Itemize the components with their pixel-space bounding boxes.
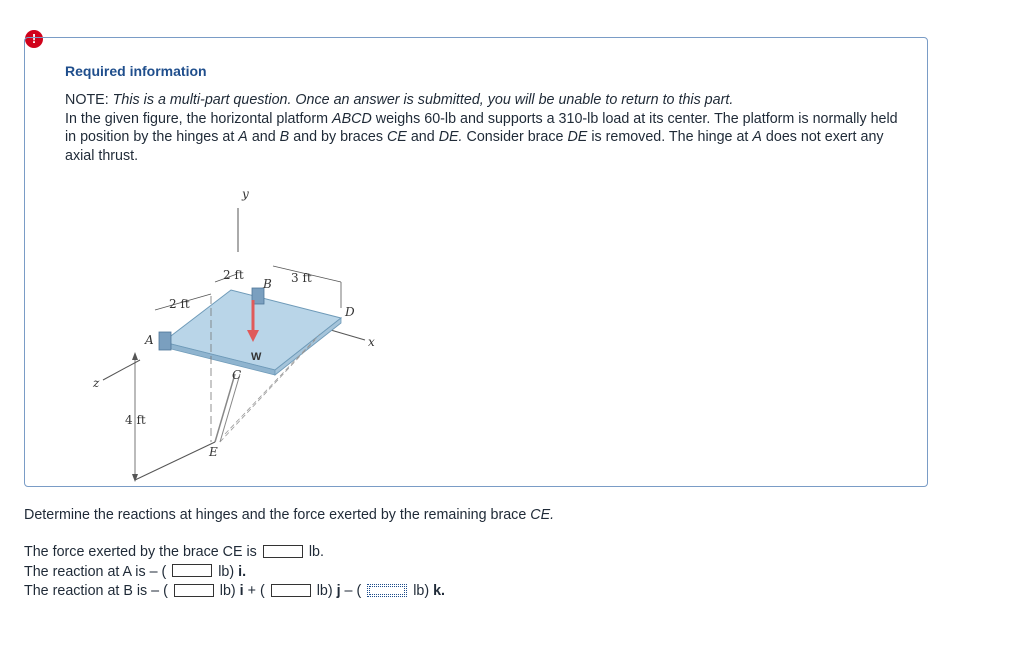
ground-line	[135, 442, 215, 480]
z-axis-label: z	[93, 376, 100, 390]
y-axis-label: y	[242, 187, 249, 201]
required-information-title: Required information	[65, 63, 207, 79]
brace-ce	[215, 374, 235, 442]
label-b: B	[263, 277, 272, 291]
reaction-b-i-input[interactable]	[174, 584, 214, 597]
platform-figure	[65, 184, 445, 484]
dim-4ft-arrow-top	[132, 352, 138, 360]
reaction-b-j-input[interactable]	[271, 584, 311, 597]
label-d: D	[345, 305, 355, 319]
answer-section	[24, 543, 445, 602]
dim-4ft: 4 ft	[125, 413, 146, 427]
brace-ce-force-input[interactable]	[263, 545, 303, 558]
answer-row-ce: The force exerted by the brace CE is lb.	[24, 544, 324, 560]
label-c: C	[232, 368, 242, 382]
reaction-a-i-input[interactable]	[172, 564, 212, 577]
required-information-box	[24, 37, 928, 487]
reaction-b-k-input[interactable]	[367, 584, 407, 597]
answer-row-a: The reaction at A is – ( lb) i.	[24, 563, 247, 580]
problem-statement: NOTE: This is a multi-part question. Once an answer is submitted, you will be unable to return to this part. In the given figure, the horizontal platform ABCD weighs 60-lb and supports a 310-lb load at its center. The platform is normally held in position by the hinges at A and B and by braces CE and DE. Consider brace DE is removed. The hinge at A does not exert any axial thrust.	[65, 92, 898, 164]
brace-ce-edge	[220, 374, 240, 442]
label-e: E	[209, 445, 218, 459]
alert-icon: !	[25, 30, 43, 48]
x-axis-label: x	[368, 335, 375, 349]
dim-2ft-top: 2 ft	[223, 268, 244, 282]
dim-3ft: 3 ft	[291, 271, 312, 285]
dim-4ft-arrow-bottom	[132, 474, 138, 482]
label-a: A	[145, 333, 154, 347]
question-text: Determine the reactions at hinges and the force exerted by the remaining brace CE.	[24, 507, 555, 523]
note-italic: This is a multi-part question. Once an answer is submitted, you will be unable to return to this part.	[112, 92, 734, 108]
answer-row-b: The reaction at B is – ( lb) i + ( lb) j – ( lb) k.	[24, 583, 446, 599]
z-axis-line	[103, 360, 140, 380]
hinge-a	[159, 332, 171, 350]
dim-2ft-left: 2 ft	[169, 297, 190, 311]
label-w: W	[251, 351, 262, 363]
